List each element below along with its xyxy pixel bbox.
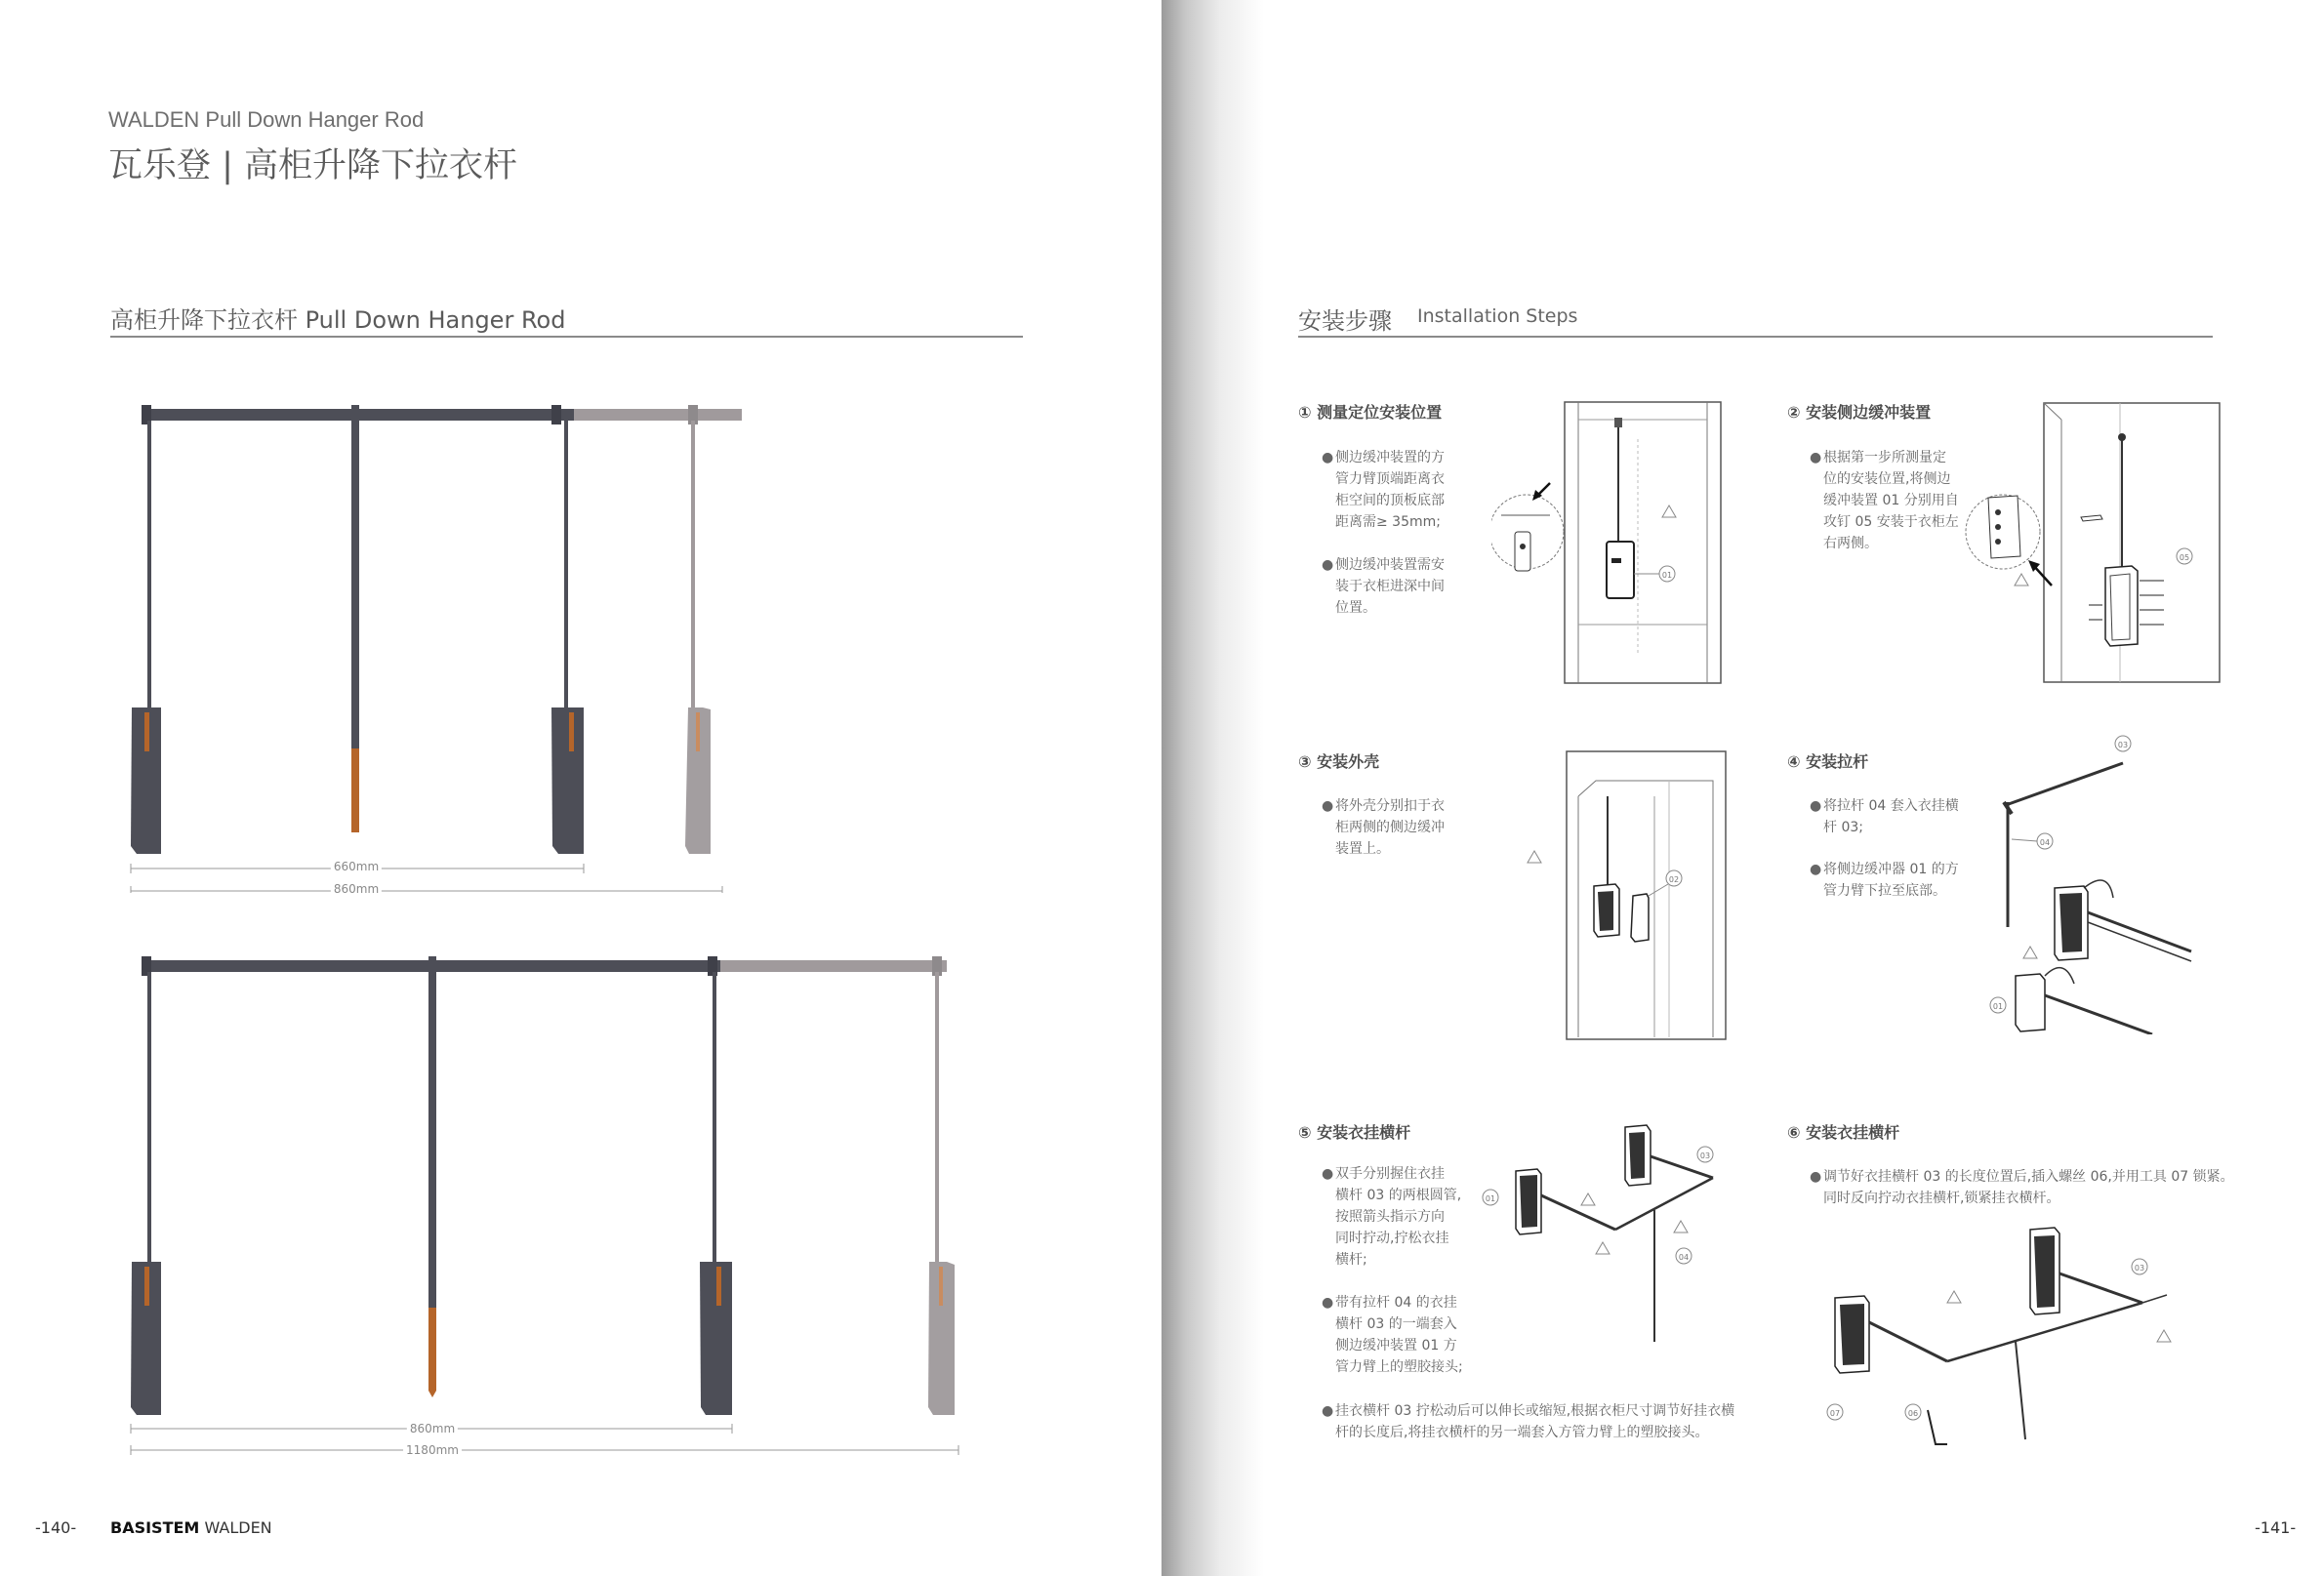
step-2-heading: ② 安装侧边缓冲装置 (1787, 403, 1932, 422)
step-4-bullet: ● 将拉杆 04 套入衣挂横 杆 03; (1810, 798, 1959, 835)
rod-extension-light (703, 960, 947, 972)
page-number: -140- (35, 1518, 77, 1537)
callout-03: 03 (1699, 1152, 1711, 1160)
section-title-cn: 安装步骤 (1298, 307, 1392, 335)
step-4-illustration (1986, 732, 2221, 1034)
series-name: WALDEN Pull Down Hanger Rod (108, 107, 425, 132)
brand-sub: WALDEN (204, 1518, 272, 1537)
step-3-illustration (1518, 749, 1728, 1042)
dimension-label: 1180mm (403, 1443, 462, 1457)
callout-01: 01 (1485, 1194, 1496, 1203)
section-title-product: 高柜升降下拉衣杆 Pull Down Hanger Rod (110, 306, 566, 334)
page-number: -141- (2255, 1518, 2297, 1537)
step-5-bullet: ● 带有拉杆 04 的衣挂 横杆 03 的一端套入 侧边缓冲装置 01 方 管力臂上的塑胶接头; (1322, 1295, 1463, 1375)
step-5-illustration (1479, 1117, 1737, 1361)
step-6-bullet: ● 调节好衣挂横杆 03 的长度位置后,插入螺丝 06,并用工具 07 锁紧。 同时反向拧动衣挂横杆,锁紧挂衣横杆。 (1810, 1169, 2234, 1206)
step-5-bullet: ● 挂衣横杆 03 拧松动后可以伸长或缩短,根据衣柜尺寸调节好挂衣横 杆的长度后,将挂衣横杆的另一端套入方管力臂上的塑胶接头。 (1322, 1403, 1735, 1440)
callout-03: 03 (2134, 1264, 2145, 1273)
dimension-label: 860mm (331, 882, 382, 896)
pull-rod-handle (428, 1308, 436, 1397)
step-1-bullet: ● 侧边缓冲装置的方 管力臂顶端距离衣 柜空间的顶板底部 距离需≥ 35mm; (1322, 450, 1445, 530)
step-5-bullet: ● 双手分别握住衣挂 横杆 03 的两根圆管, 按照箭头指示方向 同时拧动,拧松衣挂 横杆; (1322, 1166, 1462, 1268)
dimension-label: 660mm (331, 860, 382, 873)
step-3-heading: ③ 安装外壳 (1298, 752, 1380, 771)
step-1-heading: ① 测量定位安装位置 (1298, 403, 1443, 422)
step-5-heading: ⑤ 安装衣挂横杆 (1298, 1123, 1411, 1142)
step-6-heading: ⑥ 安装衣挂横杆 (1787, 1123, 1900, 1142)
callout-04: 04 (2039, 838, 2051, 847)
step-6-illustration (1820, 1225, 2211, 1449)
callout-02: 02 (1668, 875, 1680, 884)
callout-06: 06 (1907, 1409, 1919, 1418)
rod-extension-light (561, 409, 742, 421)
step-1-bullet: ● 侧边缓冲装置需安 装于衣柜进深中间 位置。 (1322, 557, 1445, 616)
right-page (1162, 0, 2324, 1576)
section-divider (110, 336, 1023, 338)
section-title-en: Installation Steps (1417, 305, 1578, 327)
brand-name: BASISTEM (110, 1518, 200, 1537)
callout-01: 01 (1661, 571, 1673, 580)
step-4-heading: ④ 安装拉杆 (1787, 752, 1869, 771)
footer-brand (110, 1518, 272, 1537)
dimension-label: 860mm (407, 1422, 458, 1435)
callout-07: 07 (1829, 1409, 1841, 1418)
callout-03: 03 (2117, 741, 2129, 749)
hanger-rod-drawing-large (117, 947, 976, 1464)
step-1-illustration (1491, 400, 1726, 688)
page-title: 瓦乐登 | 高柜升降下拉衣杆 (108, 146, 518, 185)
hanger-rod-drawing-small (117, 395, 742, 893)
callout-04: 04 (1678, 1253, 1690, 1262)
section-divider (1298, 336, 2213, 338)
right-damper-housing (551, 707, 584, 854)
step-4-bullet: ● 将侧边缓冲器 01 的方 管力臂下拉至底部。 (1810, 862, 1959, 899)
step-3-bullet: ● 将外壳分别扣于衣 柜两侧的侧边缓冲 装置上。 (1322, 798, 1445, 857)
step-2-illustration (1964, 400, 2222, 688)
step-2-bullet: ● 根据第一步所测量定 位的安装位置,将侧边 缓冲装置 01 分别用自 攻钉 05 安装于衣柜左 右两侧。 (1810, 450, 1959, 551)
callout-05: 05 (2179, 553, 2190, 562)
right-damper-housing (700, 1262, 732, 1415)
callout-01: 01 (1992, 1002, 2004, 1011)
